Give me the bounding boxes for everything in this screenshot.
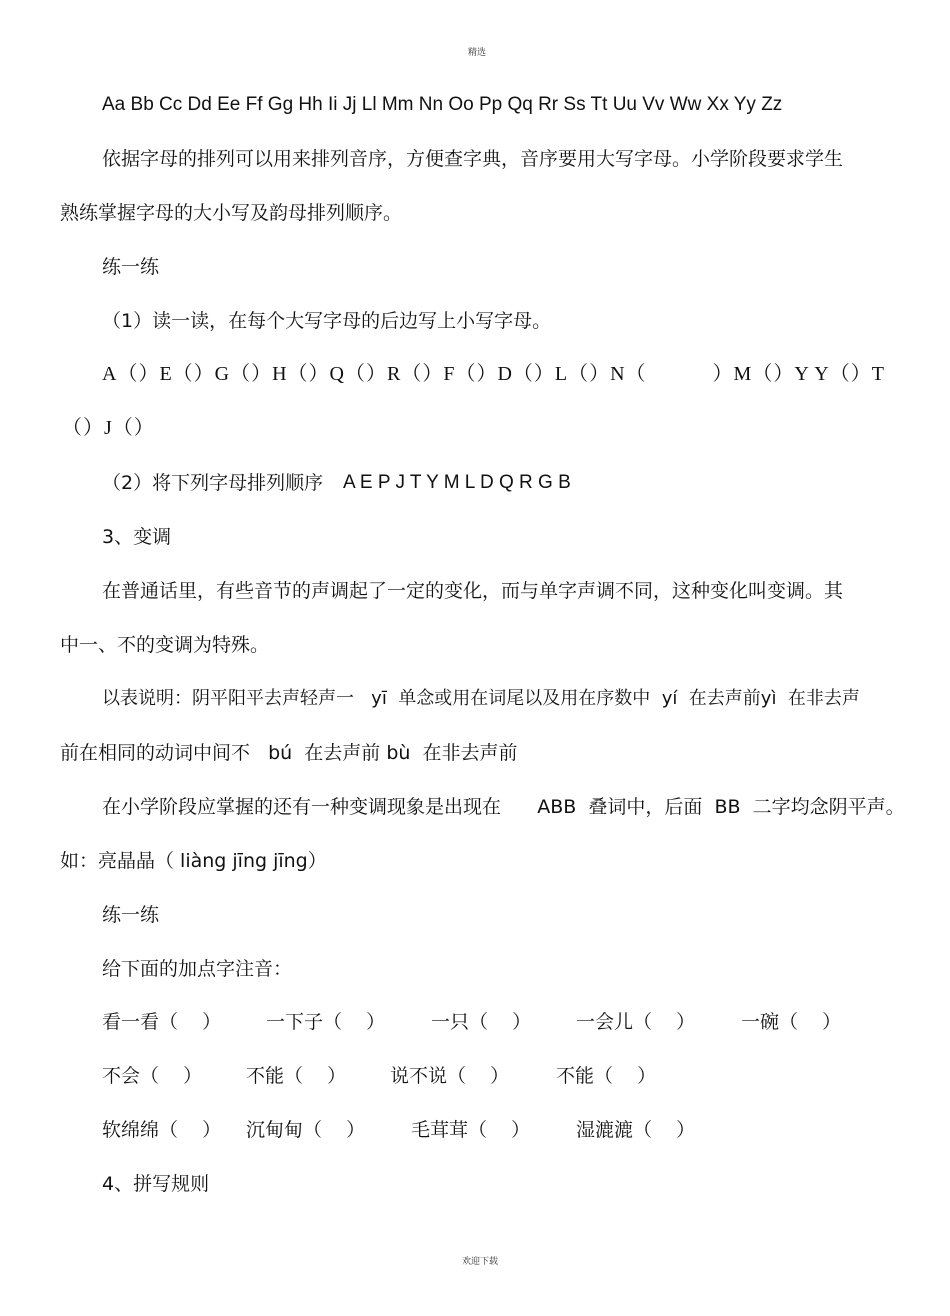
word-item: 毛茸茸（ ）	[411, 1119, 531, 1141]
page-header: 精选	[468, 48, 487, 58]
word-item: 看一看（ ）	[102, 1011, 222, 1033]
section-3-title: 3、变调	[102, 526, 172, 548]
section-4-title: 4、拼写规则	[102, 1173, 210, 1195]
word-item: 一会儿（ ）	[576, 1011, 696, 1033]
word-item: 不能（ ）	[246, 1065, 347, 1087]
word-item: 一下子（ ）	[266, 1011, 386, 1033]
word-item: 不会（ ）	[102, 1065, 203, 1087]
practice-2-prompt: 给下面的加点字注音：	[102, 958, 293, 980]
paragraph-2-line-2: 中一、不的变调为特殊。	[60, 634, 270, 656]
word-item: 沉甸甸（ ）	[246, 1119, 366, 1141]
paragraph-1-line-1: 依据字母的排列可以用来排列音序，方便查字典，音序要用大写字母。小学阶段要求学生	[102, 148, 844, 170]
word-item: 说不说（ ）	[390, 1065, 510, 1087]
practice-heading-1: 练一练	[102, 256, 160, 278]
question-1-letters-line-1: A（）E（）G（）H（）Q（）R（）F（）D（）L（）N（ ）M（）Y Y（）T	[102, 363, 885, 385]
word-item: 软绵绵（ ）	[102, 1119, 222, 1141]
question-2-prompt: （2）将下列字母排列顺序	[102, 472, 324, 494]
word-item: 不能（ ）	[556, 1065, 657, 1087]
paragraph-4-line-1: 在小学阶段应掌握的还有一种变调现象是出现在 ABB 叠词中，后面 BB 二字均念阴平声。	[102, 796, 905, 818]
question-1-prompt: （1）读一读，在每个大写字母的后边写上小写字母。	[102, 310, 552, 332]
paragraph-2-line-1: 在普通话里，有些音节的声调起了一定的变化，而与单字声调不同，这种变化叫变调。其	[102, 580, 844, 602]
question-2-letters: A E P J T Y M L D Q R G B	[343, 472, 571, 493]
word-item: 一只（ ）	[431, 1011, 532, 1033]
paragraph-1-line-2: 熟练掌握字母的大小写及韵母排列顺序。	[60, 202, 403, 224]
word-item: 湿漉漉（ ）	[576, 1119, 696, 1141]
question-1-letters-line-2: （）J（）	[62, 417, 155, 439]
word-item: 一碗（ ）	[741, 1011, 842, 1033]
paragraph-3-line-1: 以表说明：阴平阳平去声轻声一 yī 单念或用在词尾以及用在序数中 yí 在去声前yì 在非去声	[102, 688, 860, 709]
paragraph-4-line-2: 如：亮晶晶（ liàng jīng jīng）	[60, 850, 327, 872]
paragraph-3-line-2: 前在相同的动词中间不 bú 在去声前 bù 在非去声前	[60, 742, 518, 764]
practice-heading-2: 练一练	[102, 904, 160, 926]
page-footer: 欢迎下载	[462, 1257, 499, 1267]
alphabet-line: Aa Bb Cc Dd Ee Ff Gg Hh Ii Jj Ll Mm Nn Oo Pp Qq Rr Ss Tt Uu Vv Ww Xx Yy Zz	[102, 94, 783, 115]
